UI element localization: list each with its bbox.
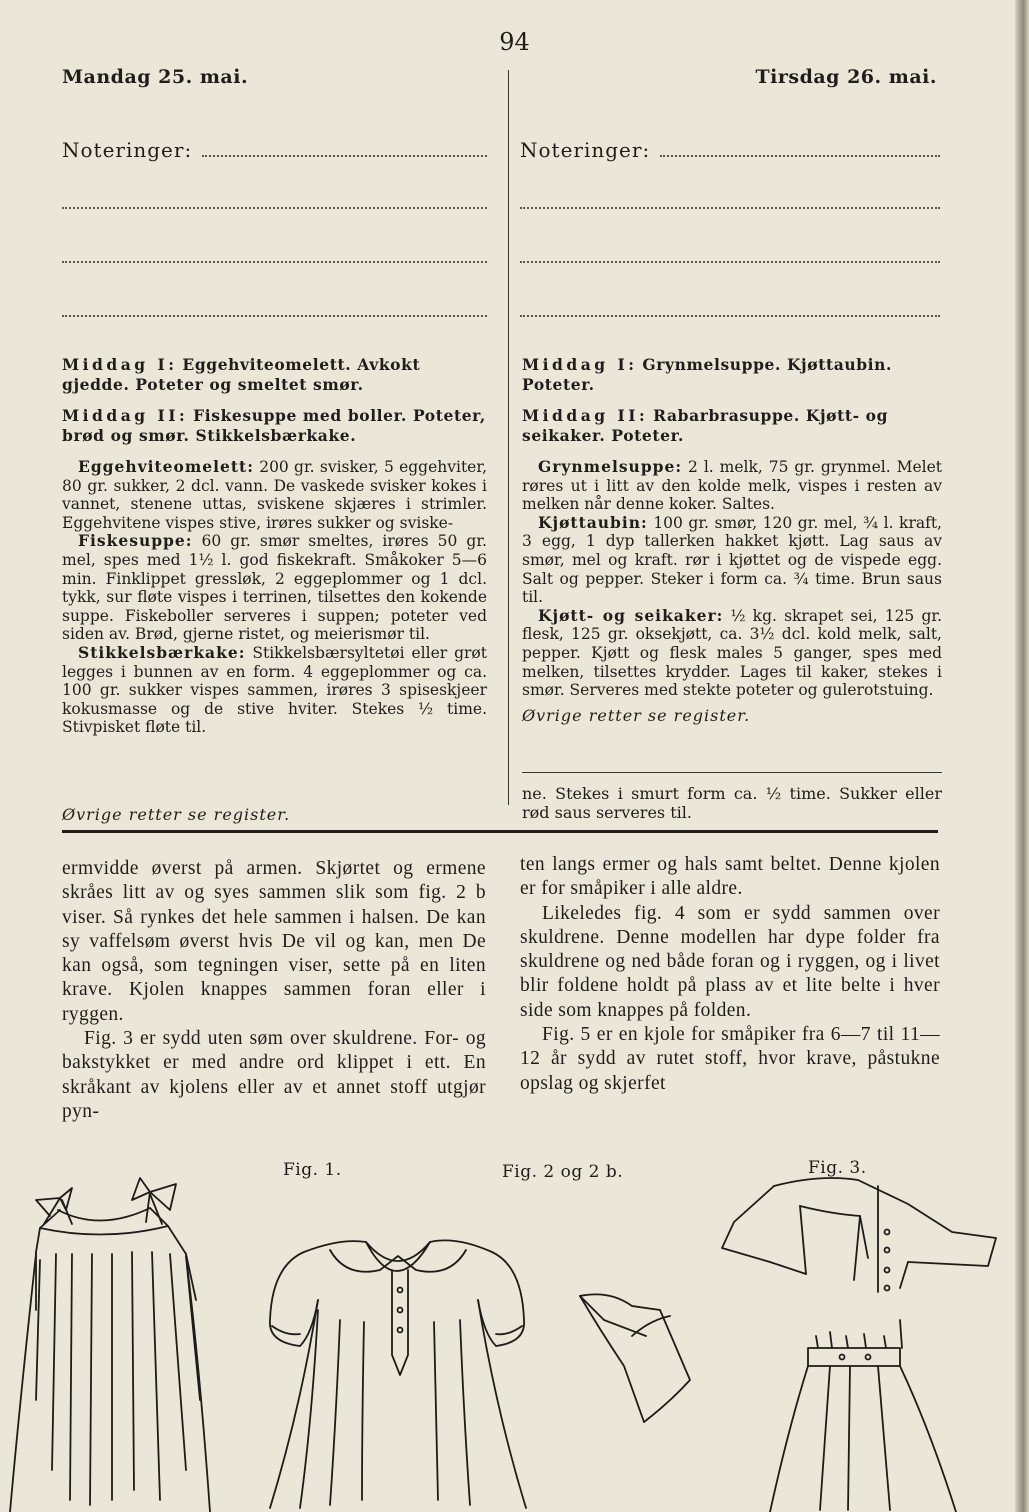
middag-label: Middag II:	[62, 406, 189, 425]
recipe-text: 200 gr. svisker, 5 eggehviter, 80 gr. sukker, 2 dcl. vann. De vaskede svisker kokes i vannet, stenene uttas, sviskene skjæres i strimler. Eggehvitene vispes stive, irøres sukker og sviske-	[62, 458, 487, 532]
belted-dress-illustration	[722, 1178, 996, 1512]
recipe-label: Fiskesuppe:	[78, 531, 193, 551]
recipe-label: Kjøtt- og seikaker:	[538, 605, 724, 625]
middag-text: Eggehviteomelett. Avkokt gjedde. Poteter og smeltet smør.	[62, 355, 421, 394]
recipe-paragraph	[62, 532, 487, 644]
page-number: 94	[499, 28, 530, 56]
left-middag-2	[62, 406, 487, 446]
dress-with-bows-illustration	[10, 1178, 210, 1512]
recipe-paragraph	[522, 458, 942, 514]
right-middag-1	[522, 355, 942, 395]
recipe-label: Kjøttaubin:	[538, 512, 648, 532]
article-paragraph: ten langs ermer og hals samt beltet. Denne kjolen er for småpiker i alle aldre.	[520, 854, 940, 900]
column-divider	[508, 70, 509, 805]
article-paragraph: Fig. 3 er sydd uten søm over skuldrene. For- og bakstykket er med andre ord klippet i ett. En skråkant av kjolens eller av et annet stoff utgjør pyn-	[62, 1028, 486, 1122]
left-middag-1	[62, 355, 487, 395]
notes-line	[62, 315, 487, 317]
book-edge	[1015, 0, 1029, 1512]
recipe-paragraph	[522, 607, 942, 700]
left-notes	[62, 138, 487, 317]
right-notes	[520, 138, 940, 317]
notes-line	[62, 207, 487, 209]
left-menu-column	[62, 355, 487, 737]
recipe-text: ½ kg. skrapet sei, 125 gr. flesk, 125 gr. oksekjøtt, ca. 3½ dcl. kold melk, salt, pepper. Kjøtt og flesk males 5 ganger, spes med melken, tilsettes krydder. Lages til kaker, stekes i smør. Serveres med stekte poteter og gulerotstuing.	[522, 606, 942, 700]
right-date: Tirsdag 26. mai.	[755, 66, 937, 88]
fig1-caption: Fig. 1.	[283, 1160, 342, 1180]
recipe-text: Stikkelsbærsyltetøi eller grøt legges i bunnen av en form. 4 eggeplommer og ca. 100 gr. sukker vispes sammen, irøres 3 spiseskjeer kokusmasse og de stive hviter. Stekes ½ time. Stivpisket fløte til.	[62, 643, 487, 737]
sleeve-pattern-illustration	[580, 1294, 690, 1422]
article-right-column	[520, 853, 940, 1096]
recipe-text: 2 l. melk, 75 gr. grynmel. Melet røres ut i litt av den kolde melk, vispes i resten av melken når denne koker. Saltes.	[522, 458, 942, 514]
recipe-paragraph	[62, 458, 487, 532]
middag-text: Fiskesuppe med boller. Poteter, brød og smør. Stikkelsbærkake.	[62, 406, 486, 445]
recipe-paragraph	[522, 514, 942, 607]
middag-label: Middag I:	[522, 355, 638, 374]
notes-line	[660, 155, 940, 157]
left-footer-register: Øvrige retter se register.	[62, 805, 291, 824]
notes-line	[520, 315, 940, 317]
right-footer-register: Øvrige retter se register.	[522, 705, 751, 725]
right-menu-column	[522, 355, 942, 725]
recipe-label: Eggehviteomelett:	[78, 457, 254, 476]
continuation-rule	[522, 772, 942, 773]
article-paragraph: Likeledes fig. 4 som er sydd sammen over skuldrene. Denne modellen har dype folder fra skuldrene og ned både foran og i ryggen, og i livet blir foldene holdt på plass av et lite belte i hver side som knappes på folden.	[520, 902, 940, 1021]
article-left-column	[62, 857, 486, 1124]
recipe-text: 100 gr. smør, 120 gr. mel, ¾ l. kraft, 3 egg, 1 dyp tallerken hakket kjøtt. Lag saus av smør, mel og kraft. rør i kjøttet og de vispede egg. Salt og pepper. Steker i form ca. ¾ time. Brun saus til.	[522, 513, 942, 607]
left-date: Mandag 25. mai.	[62, 66, 249, 88]
dress-illustrations	[0, 1170, 1010, 1512]
right-notes-label: Noteringer:	[520, 138, 651, 162]
article-paragraph: ermvidde øverst på armen. Skjørtet og ermene skråes litt av og syes sammen slik som fig. 2 b viser. Så rynkes det hele sammen i halsen. De kan sy vaffelsøm øverst hvis De vil og kan, men De kan også, som tegningen viser, sette på en liten krave. Kjolen knappes sammen foran eller i ryggen.	[62, 858, 486, 1025]
notes-line	[520, 261, 940, 263]
notes-line	[62, 261, 487, 263]
notes-line	[520, 207, 940, 209]
notes-line	[202, 155, 487, 157]
recipe-paragraph	[62, 644, 487, 737]
section-rule	[62, 830, 938, 833]
right-continuation: ne. Stekes i smurt form ca. ½ time. Sukker eller rød saus serveres til.	[522, 784, 942, 822]
middag-text: Rabarbrasuppe. Kjøtt- og seikaker. Poteter.	[522, 406, 889, 445]
middag-label: Middag II:	[522, 406, 649, 425]
recipe-text: 60 gr. smør smeltes, irøres 50 gr. mel, spes med 1½ l. god fiskekraft. Småkoker 5—6 min. Finklippet gressløk, 2 eggeplommer og 1 dcl. tykk, sur fløte vispes i terrinen, tilsettes den kokende suppe. Fiskeboller serveres i suppen; poteter ved siden av. Brød, gjerne ristet, og meierismør til.	[62, 532, 487, 644]
article-paragraph: Fig. 5 er en kjole for småpiker fra 6—7 til 11—12 år sydd av rutet stoff, hvor krave, påstukne opslag og skjerfet	[520, 1024, 940, 1094]
fig2-caption: Fig. 2 og 2 b.	[502, 1162, 624, 1182]
middag-text: Grynmelsuppe. Kjøttaubin. Poteter.	[522, 355, 893, 394]
recipe-label: Grynmelsuppe:	[538, 457, 683, 476]
left-notes-label: Noteringer:	[62, 138, 193, 162]
collar-dress-illustration	[270, 1240, 526, 1508]
left-recipes	[62, 458, 487, 737]
fig3-caption: Fig. 3.	[808, 1158, 867, 1178]
right-recipes	[522, 458, 942, 700]
middag-label: Middag I:	[62, 355, 178, 374]
right-middag-2	[522, 406, 942, 446]
recipe-label: Stikkelsbærkake:	[78, 642, 246, 662]
